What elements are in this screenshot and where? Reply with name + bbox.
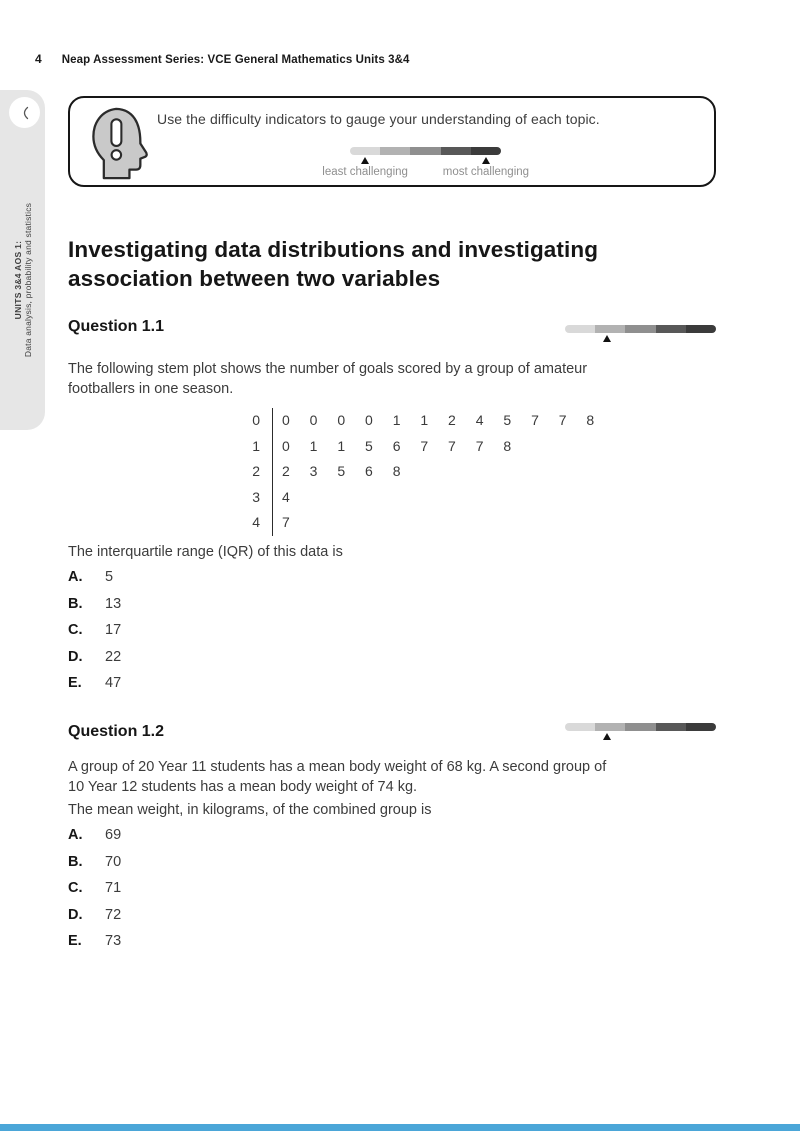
stem-value: 1: [252, 437, 260, 454]
option-row: [68, 650, 121, 664]
option-row: [68, 934, 121, 948]
least-challenging-label: least challenging: [322, 166, 408, 178]
page-header: [35, 52, 410, 66]
option-row: [68, 828, 121, 842]
question-1-1-intro: [68, 360, 718, 399]
intro-line: The following stem plot shows the number of goals scored by a group of amateur: [68, 361, 588, 377]
question-1-2-heading: Question 1.2: [68, 723, 165, 740]
info-message: Use the difficulty indicators to gauge your understanding of each topic.: [157, 111, 600, 127]
intro-line: A group of 20 Year 11 students has a mean body weight of 68 kg. A second group of: [68, 759, 607, 775]
option-letter: E.: [68, 933, 82, 949]
question-1-2-difficulty-indicator: [565, 723, 716, 731]
option-value: 72: [105, 906, 122, 923]
head-exclamation-icon: [90, 107, 148, 181]
intro-line: footballers in one season.: [68, 380, 234, 397]
option-letter: A.: [68, 827, 83, 843]
option-value: 47: [105, 675, 122, 691]
stem-value: 3: [252, 488, 260, 505]
option-value: 73: [105, 933, 122, 949]
sidebar-unit-label: UNITS 3&4 AOS 1:: [12, 241, 23, 320]
option-letter: E.: [68, 675, 82, 691]
leaf-row: 4: [282, 488, 290, 505]
stem-value: 0: [252, 412, 260, 428]
section-title: [68, 235, 728, 293]
bottom-accent-bar: [0, 1124, 800, 1131]
question-1-2-options: [68, 828, 121, 961]
back-button[interactable]: [9, 97, 40, 128]
option-letter: B.: [68, 853, 83, 870]
section-title-line1: Investigating data distributions and investigating: [68, 237, 599, 262]
intro-line: 10 Year 12 students has a mean body weight of 74 kg.: [68, 778, 418, 795]
option-letter: C.: [68, 622, 83, 638]
option-row: [68, 676, 121, 690]
leaf-row: 0 1 1 5 6 7 7 7 8: [282, 437, 512, 454]
option-row: [68, 623, 121, 637]
question-1-1-difficulty-indicator: [565, 325, 716, 333]
option-value: 17: [105, 622, 122, 638]
leaf-row: 2 3 5 6 8: [282, 463, 401, 479]
sidebar-aos-label: Data analysis, probability and statistics: [22, 203, 33, 358]
option-value: 13: [105, 595, 122, 612]
stem-plot: [233, 408, 594, 536]
option-letter: B.: [68, 595, 83, 612]
difficulty-scale-legend: [322, 147, 530, 178]
option-value: 71: [105, 880, 122, 896]
difficulty-marker-icon: [603, 733, 611, 740]
chevron-left-icon: [17, 105, 33, 121]
option-value: 69: [105, 827, 122, 843]
difficulty-track: [565, 723, 716, 731]
option-value: 5: [105, 569, 114, 585]
most-challenging-label: most challenging: [442, 166, 530, 178]
option-letter: A.: [68, 569, 83, 585]
option-letter: C.: [68, 880, 83, 896]
sidebar-vertical-text: [13, 203, 33, 357]
page-number: 4: [35, 52, 42, 66]
most-challenging-marker-icon: [482, 157, 490, 164]
option-row: [68, 881, 121, 895]
sidebar-unit-tab: [0, 90, 45, 430]
option-value: 70: [105, 853, 122, 870]
difficulty-track: [565, 325, 716, 333]
option-row: [68, 597, 121, 611]
question-1-1-prompt: The interquartile range (IQR) of this data is: [68, 544, 343, 560]
least-challenging-marker-icon: [361, 157, 369, 164]
difficulty-marker-icon: [603, 335, 611, 342]
question-1-2-prompt: The mean weight, in kilograms, of the combined group is: [68, 802, 432, 818]
difficulty-info-box: [68, 96, 716, 187]
option-letter: D.: [68, 648, 83, 665]
stem-value: 2: [252, 463, 260, 479]
leaf-row: 7: [282, 514, 290, 530]
question-1-2-intro: [68, 758, 718, 797]
header-title: Neap Assessment Series: VCE General Mathematics Units 3&4: [61, 54, 410, 66]
question-1-1-options: [68, 570, 121, 703]
section-title-line2: association between two variables: [68, 266, 441, 291]
difficulty-scale-track: [350, 147, 501, 155]
option-row: [68, 570, 121, 584]
leaf-row: 0 0 0 0 1 1 2 4 5 7 7 8: [282, 412, 595, 428]
option-letter: D.: [68, 906, 83, 923]
stem-plot-stems: [233, 408, 272, 536]
question-1-1-heading: Question 1.1: [68, 318, 165, 335]
option-row: [68, 855, 121, 869]
stem-plot-leaves: [272, 408, 594, 536]
stem-value: 4: [252, 514, 260, 530]
option-value: 22: [105, 648, 122, 665]
option-row: [68, 908, 121, 922]
